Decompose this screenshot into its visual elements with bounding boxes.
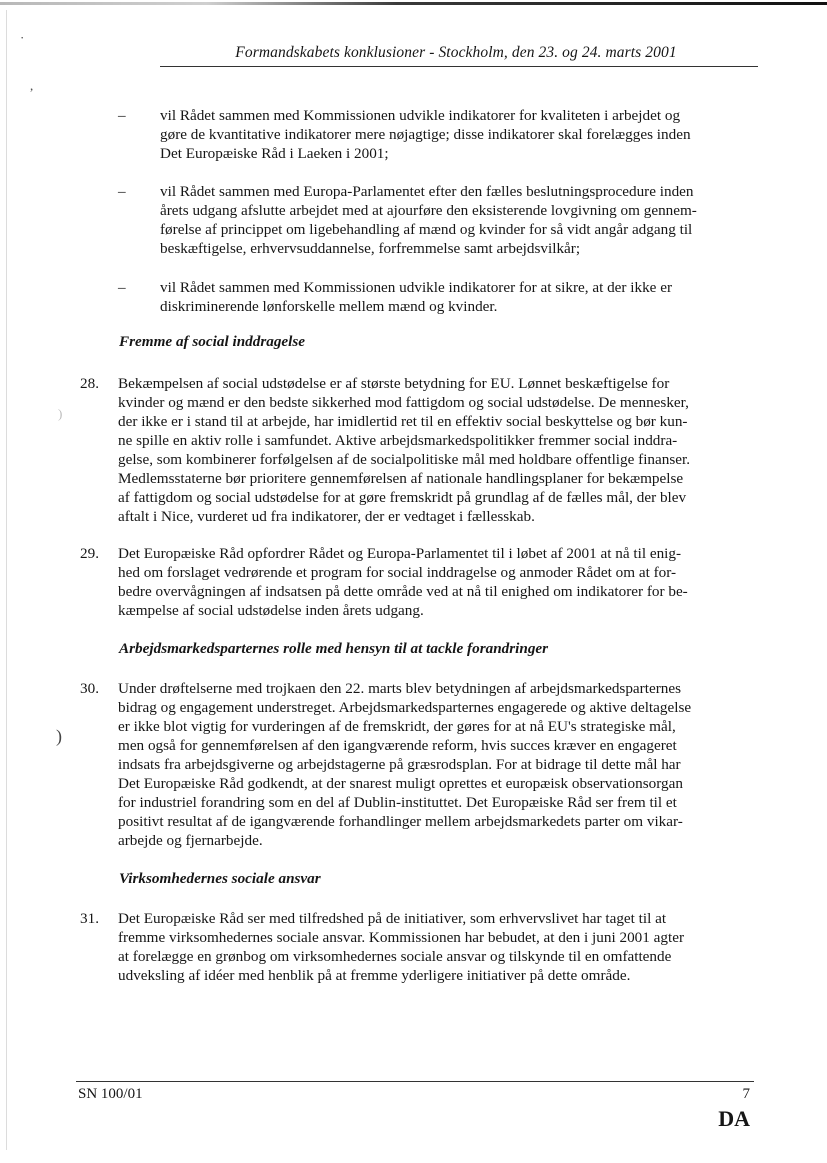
- text-line: ne spille en aktiv rolle i samfundet. Aktive arbejdsmarkedspolitikker fremmer social inddra-: [118, 432, 678, 449]
- section-heading: Arbejdsmarkedsparternes rolle med hensyn til at tackle forandringer: [119, 640, 549, 657]
- paragraph-number: 28.: [80, 375, 99, 392]
- text-line: at forelægge en grønbog om virksomhedernes sociale ansvar og tilskynde til en omfattende: [118, 948, 672, 965]
- paragraph-text: [118, 909, 752, 985]
- text-line: kvinder og mænd er den bedste sikkerhed mod fattigdom og social udstødelse. De mennesker,: [118, 394, 689, 411]
- text-line: førelse af princippet om ligebehandling af mænd og kvinder for så vidt angår adgang til: [160, 221, 693, 238]
- text-line: Medlemsstaterne bør prioritere gennemførelsen af nationale handlingsplaner for bekæmpelse: [118, 470, 684, 487]
- text-line: er ikke blot vigtig for vurderingen af de fremskridt, der gøres for at nå EU's strategiske mål,: [118, 718, 676, 735]
- bullet-dash: –: [118, 183, 126, 200]
- text-line: årets udgang afslutte arbejdet med at ajourføre den eksisterende lovgivning om gennem-: [160, 202, 697, 219]
- text-line: indsats fra arbejdsgiverne og arbejdstagerne på græsrodsplan. For at bidrage til dette mål har: [118, 756, 681, 773]
- text-line: fremme virksomhedernes sociale ansvar. Kommissionen har bebudet, at den i juni 2001 agter: [118, 929, 685, 946]
- text-line: aftalt i Nice, vurderet ud fra indikatorer, der er vedtaget i fællesskab.: [118, 508, 535, 525]
- text-line: vil Rådet sammen med Kommissionen udvikle indikatorer for at sikre, at der ikke er: [160, 279, 673, 296]
- text-line: Det Europæiske Råd i Laeken i 2001;: [160, 145, 389, 162]
- page-number: 7: [742, 1086, 750, 1102]
- bullet-text: [160, 106, 754, 163]
- text-line: diskriminerende lønforskelle mellem mænd og kvinder.: [160, 298, 498, 315]
- text-line: beskæftigelse, erhvervsuddannelse, forfremmelse samt arbejdsvilkår;: [160, 240, 581, 257]
- section-heading: Virksomhedernes sociale ansvar: [119, 870, 321, 887]
- paragraph-number: 31.: [80, 910, 99, 927]
- paragraph-text: [118, 374, 752, 526]
- text-line: vil Rådet sammen med Kommissionen udvikle indikatorer for kvaliteten i arbejdet og: [160, 107, 681, 124]
- footer-rule: [76, 1081, 754, 1082]
- scan-top-border: [0, 2, 827, 5]
- text-line: vil Rådet sammen med Europa-Parlamentet efter den fælles beslutningsprocedure inden: [160, 183, 694, 200]
- scan-speck-mark: ·: [20, 30, 25, 45]
- bullet-text: [160, 278, 754, 316]
- text-line: bedre overvågningen af indsatsen på dette område ved at nå til enighed om indikatorer for be-: [118, 583, 688, 600]
- text-line: kæmpelse af social udstødelse inden årets udgang.: [118, 602, 424, 619]
- text-line: der ikke er i stand til at arbejde, har imidlertid ret til en effektiv social beskyttelse og bør kun-: [118, 413, 688, 430]
- text-line: Under drøftelserne med trojkaen den 22. marts blev betydningen af arbejdsmarkedsparternes: [118, 680, 681, 697]
- punch-hole-mark: ): [56, 726, 62, 746]
- paragraph-text: [118, 544, 752, 620]
- text-line: af fattigdom og social udstødelse for at gøre fremskridt på grundlag af de fælles mål, der blev: [118, 489, 687, 506]
- text-line: men også for gennemførelsen af den igangværende reform, hvis succes kræver en engageret: [118, 737, 677, 754]
- document-reference: SN 100/01: [78, 1086, 143, 1102]
- text-line: Det Europæiske Råd godkendt, at der snarest muligt oprettes et europæisk observationsorgan: [118, 775, 683, 792]
- text-line: gøre de kvantitative indikatorer mere nøjagtige; disse indikatorer skal forelægges inden: [160, 126, 691, 143]
- text-line: udveksling af idéer med henblik på at fremme yderligere initiativer på dette område.: [118, 967, 631, 984]
- page-header-title: Formandskabets konklusioner - Stockholm, den 23. og 24. marts 2001: [235, 44, 677, 61]
- paragraph-number: 29.: [80, 545, 99, 562]
- scan-speck-mark: ,: [30, 78, 34, 93]
- bullet-dash: –: [118, 107, 126, 124]
- bullet-text: [160, 182, 754, 258]
- paragraph-number: 30.: [80, 680, 99, 697]
- paragraph-text: [118, 679, 752, 850]
- text-line: positivt resultat af de igangværende forhandlinger mellem arbejdsmarkedets parter om vikar-: [118, 813, 683, 830]
- scan-left-margin-line: [6, 10, 7, 1150]
- text-line: bidrag og engagement understreget. Arbejdsmarkedsparternes engagerede og aktive deltagelse: [118, 699, 692, 716]
- header-rule: [160, 66, 758, 67]
- text-line: Det Europæiske Råd ser med tilfredshed på de initiativer, som erhvervslivet har taget til at: [118, 910, 667, 927]
- text-line: hed om forslaget vedrørende et program for social inddragelse og anmoder Rådet om at for-: [118, 564, 677, 581]
- language-code: DA: [718, 1106, 750, 1131]
- text-line: gelse, som kombinerer forfølgelsen af de socialpolitiske mål med holdbare offentlige finanser.: [118, 451, 691, 468]
- text-line: Bekæmpelsen af social udstødelse er af største betydning for EU. Lønnet beskæftigelse for: [118, 375, 670, 392]
- punch-hole-mark: ): [58, 406, 63, 421]
- bullet-dash: –: [118, 279, 126, 296]
- text-line: Det Europæiske Råd opfordrer Rådet og Europa-Parlamentet til i løbet af 2001 at nå til enig-: [118, 545, 682, 562]
- text-line: for industriel forandring som en del af Dublin-instituttet. Det Europæiske Råd ser frem til et: [118, 794, 677, 811]
- section-heading: Fremme af social inddragelse: [119, 333, 306, 350]
- text-line: arbejde og fjernarbejde.: [118, 832, 263, 849]
